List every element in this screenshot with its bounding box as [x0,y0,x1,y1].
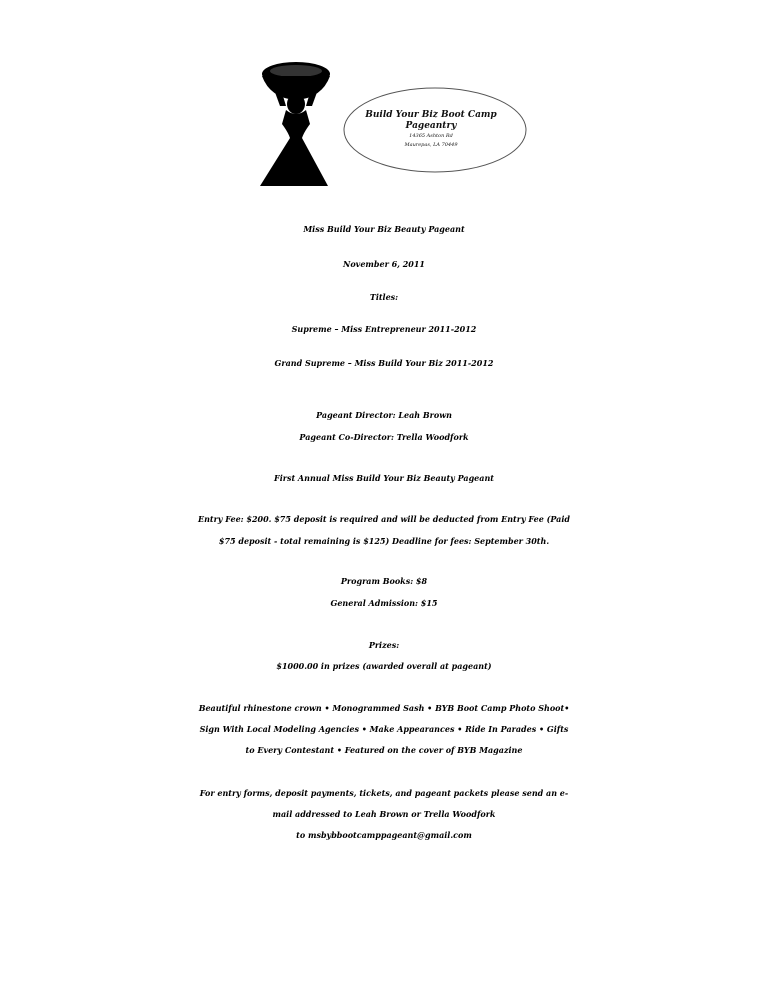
prizes-label: Prizes: [368,640,400,650]
entry-fee-line-2: $75 deposit - total remaining is $125) Deadline for fees: September 30th. [218,536,550,546]
titles-label: Titles: [369,292,399,302]
entry-fee-line-1: Entry Fee: $200. $75 deposit is required and will be deducted from Entry Fee (Paid [197,514,570,524]
program-books-price: Program Books: $8 [340,576,428,586]
general-admission-price: General Admission: $15 [330,598,438,608]
supreme-title: Supreme – Miss Entrepreneur 2011-2012 [291,324,477,334]
logo-line-1: Build Your Biz Boot Camp [365,110,497,120]
prizes-list-line-2: Sign With Local Modeling Agencies • Make Appearances • Ride In Parades • Gifts [199,724,569,734]
pageant-title: Miss Build Your Biz Beauty Pageant [303,224,465,234]
logo-line-2: Pageantry [405,121,457,131]
logo-address-1: 14365 Ashton Rd [409,133,453,139]
logo-address-2: Maurepas, LA 70449 [404,142,458,148]
grand-supreme-title: Grand Supreme – Miss Build Your Biz 2011-2012 [274,358,494,368]
logo-text [340,110,522,150]
prizes-list-line-1: Beautiful rhinestone crown • Monogrammed Sash • BYB Boot Camp Photo Shoot• [198,703,570,713]
event-title: First Annual Miss Build Your Biz Beauty Pageant [274,473,494,483]
contact-email-line: to msbybbootcamppageant@gmail.com [296,830,472,840]
pageant-co-director: Pageant Co-Director: Trella Woodfork [299,432,469,442]
contact-line-1: For entry forms, deposit payments, tickets, and pageant packets please send an e- [199,788,569,798]
pageant-director: Pageant Director: Leah Brown [316,410,452,420]
contact-line-2: mail addressed to Leah Brown or Trella Woodfork [272,809,496,819]
prizes-summary: $1000.00 in prizes (awarded overall at pageant) [276,661,492,671]
prizes-list-line-3: to Every Contestant • Featured on the cover of BYB Magazine [245,745,523,755]
pageant-date: November 6, 2011 [343,259,425,269]
